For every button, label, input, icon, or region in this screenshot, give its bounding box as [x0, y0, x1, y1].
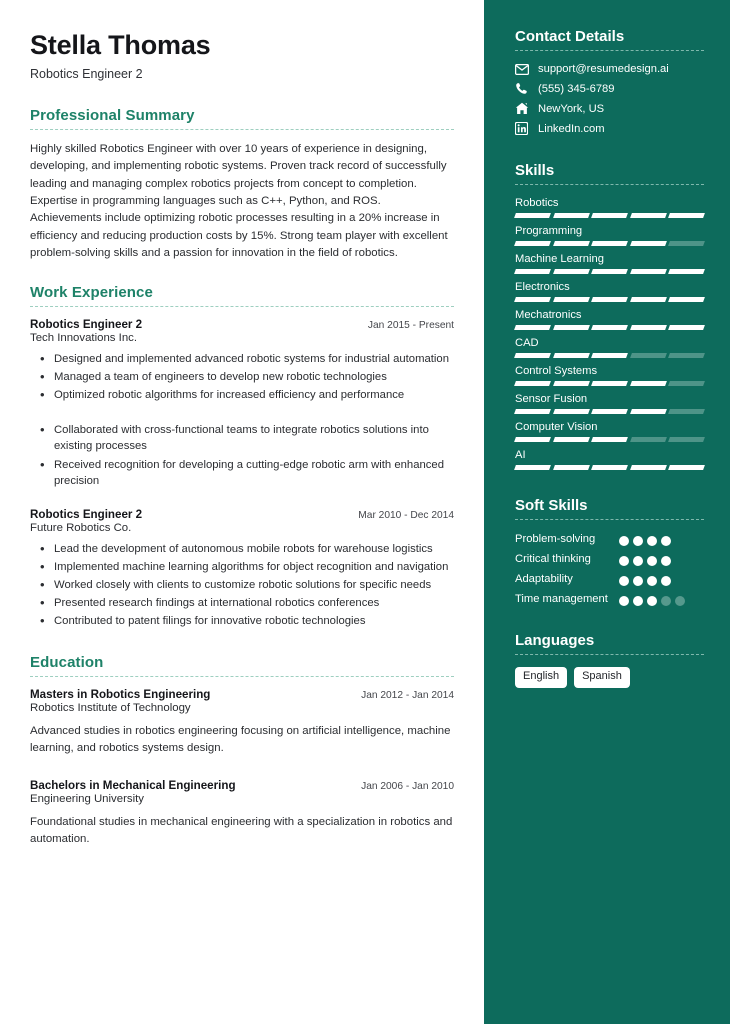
skill-level-segment	[591, 269, 627, 274]
skill-level-segment	[591, 437, 627, 442]
skill-level-segment	[553, 269, 589, 274]
list-item: • Received recognition for developing a cutting-edge robotic arm with enhanced precision	[52, 457, 454, 489]
skill-level-segment	[591, 381, 627, 386]
section-soft-skills	[515, 497, 704, 607]
soft-skill-rating	[619, 592, 691, 606]
spacer	[30, 632, 454, 654]
spacer	[30, 492, 454, 508]
education-school: Robotics Institute of Technology	[30, 701, 191, 714]
soft-skill-item	[515, 572, 704, 587]
work-entry	[30, 508, 454, 629]
soft-skill-item	[515, 552, 704, 567]
skill-level-segment	[668, 213, 704, 218]
skill-level-segment	[630, 325, 666, 330]
skill-level-segment	[514, 297, 550, 302]
skill-level-segment	[630, 465, 666, 470]
work-entry-header	[30, 508, 454, 521]
soft-skill-label: Time management	[515, 593, 608, 606]
skill-level-bar	[515, 269, 704, 274]
skill-label: Mechatronics	[515, 309, 582, 321]
soft-skill-item	[515, 592, 704, 607]
spacer	[515, 142, 704, 162]
spacer	[30, 760, 454, 779]
sidebar	[484, 0, 730, 1024]
soft-skill-rating-dot	[633, 596, 643, 606]
soft-skill-rating-dot	[661, 576, 671, 586]
skill-level-segment	[591, 409, 627, 414]
skill-level-bar	[515, 409, 704, 414]
contact-phone-value: (555) 345-6789	[538, 82, 615, 95]
envelope-icon	[515, 64, 532, 75]
skill-label: Programming	[515, 225, 583, 237]
section-divider	[515, 519, 704, 520]
skill-level-segment	[553, 381, 589, 386]
section-work-experience	[30, 284, 454, 628]
soft-skill-rating-dot	[661, 536, 671, 546]
education-entry	[30, 779, 454, 848]
section-divider	[515, 654, 704, 655]
skill-level-bar	[515, 381, 704, 386]
skill-level-segment	[514, 213, 550, 218]
skill-level-segment	[591, 297, 627, 302]
skill-level-segment	[630, 381, 666, 386]
education-dates: Jan 2006 - Jan 2010	[361, 780, 454, 792]
education-entry-header	[30, 779, 454, 792]
work-entry	[30, 318, 454, 488]
skill-level-segment	[630, 213, 666, 218]
skill-level-bar	[515, 465, 704, 470]
work-entry-organization: Future Robotics Co.	[30, 521, 132, 534]
list-item: • Optimized robotic algorithms for increased efficiency and performance	[52, 387, 454, 403]
skill-label: Sensor Fusion	[515, 393, 588, 405]
skill-level-segment	[668, 437, 704, 442]
skill-level-segment	[514, 353, 550, 358]
phone-icon	[515, 82, 532, 95]
work-entry-header	[30, 318, 454, 331]
skill-level-segment	[514, 381, 550, 386]
work-entry-dates: Mar 2010 - Dec 2014	[358, 509, 454, 521]
soft-skill-rating	[619, 572, 691, 586]
skill-level-segment	[668, 241, 704, 246]
work-entry-role: Robotics Engineer 2	[30, 507, 143, 521]
section-skills	[515, 162, 704, 470]
skill-level-segment	[668, 409, 704, 414]
skill-level-bar	[515, 241, 704, 246]
education-school: Engineering University	[30, 792, 144, 805]
skill-level-segment	[668, 465, 704, 470]
skill-level-bar	[515, 437, 704, 442]
skill-level-segment	[591, 353, 627, 358]
soft-skill-rating-dot	[661, 556, 671, 566]
skill-level-segment	[630, 297, 666, 302]
soft-skill-rating-dot	[633, 556, 643, 566]
skill-level-bar	[515, 353, 704, 358]
soft-skill-rating-dot	[675, 596, 685, 606]
header-job-title: Robotics Engineer 2	[30, 67, 143, 82]
section-divider	[515, 184, 704, 185]
skill-label: Robotics	[515, 197, 559, 209]
soft-skill-item	[515, 532, 704, 547]
skill-label: Computer Vision	[515, 421, 598, 433]
spacer	[515, 612, 704, 632]
section-heading-languages: Languages	[515, 632, 595, 650]
education-entry-header	[30, 688, 454, 701]
section-heading-summary: Professional Summary	[30, 107, 195, 125]
section-contact-details	[515, 28, 704, 135]
skill-level-segment	[630, 269, 666, 274]
skill-level-segment	[553, 437, 589, 442]
skill-item	[515, 393, 704, 414]
spacer	[515, 477, 704, 497]
skill-item	[515, 309, 704, 330]
skill-level-segment	[553, 213, 589, 218]
soft-skill-rating-dot	[647, 556, 657, 566]
soft-skills-list	[515, 532, 704, 607]
education-description: Foundational studies in mechanical engineering with a specialization in robotics and automation.	[30, 815, 453, 846]
skill-item	[515, 225, 704, 246]
soft-skill-rating	[619, 552, 691, 566]
section-professional-summary	[30, 107, 454, 262]
skill-level-segment	[668, 269, 704, 274]
education-dates: Jan 2012 - Jan 2014	[361, 689, 454, 701]
skill-level-segment	[630, 353, 666, 358]
section-heading-soft-skills: Soft Skills	[515, 497, 588, 514]
section-heading-contact: Contact Details	[515, 28, 625, 45]
section-divider	[515, 50, 704, 51]
education-entry	[30, 688, 454, 757]
skill-item	[515, 253, 704, 274]
education-degree: Bachelors in Mechanical Engineering	[30, 778, 236, 792]
list-item: • Presented research findings at international robotics conferences	[52, 595, 454, 611]
work-entry-bullets	[30, 541, 454, 629]
skill-level-segment	[591, 465, 627, 470]
skill-level-segment	[514, 241, 550, 246]
contact-item-email[interactable]	[515, 63, 704, 75]
section-heading-work: Work Experience	[30, 284, 153, 302]
skill-item	[515, 365, 704, 386]
language-chip: English	[515, 667, 567, 688]
skill-level-segment	[668, 353, 704, 358]
skill-item	[515, 421, 704, 442]
skill-level-segment	[630, 437, 666, 442]
skill-label: Machine Learning	[515, 253, 604, 265]
soft-skill-rating-dot	[619, 596, 629, 606]
list-item: • Lead the development of autonomous mobile robots for warehouse logistics	[52, 541, 454, 557]
language-chip: Spanish	[574, 667, 630, 688]
skill-label: CAD	[515, 337, 539, 349]
skill-level-segment	[514, 465, 550, 470]
section-divider	[30, 306, 454, 307]
skill-level-segment	[591, 213, 627, 218]
contact-item-location[interactable]	[515, 102, 704, 115]
summary-text: Highly skilled Robotics Engineer with over 10 years of experience in designing, developing, and implementing robotic systems. Proven track record of successfully leading and managing complex robotics projects from concept to completion. Expertise in programming languages such as C++, Python, and ROS. Achievements include optimizing robotic processes resulting in a 20% increase in efficiency and reducing production costs by 15%. Strong team player with excellent problem-solving skills and a passion for innovation in the field of robotics.	[30, 143, 448, 260]
work-entry-bullets	[30, 351, 454, 403]
linkedin-icon	[515, 122, 532, 135]
skill-level-segment	[553, 465, 589, 470]
skill-label: Control Systems	[515, 365, 598, 377]
section-divider	[30, 676, 454, 677]
skill-label: AI	[515, 449, 526, 461]
skill-level-segment	[630, 241, 666, 246]
skill-level-segment	[553, 297, 589, 302]
section-heading-skills: Skills	[515, 162, 555, 179]
page-title: Stella Thomas	[30, 30, 211, 60]
skill-level-bar	[515, 213, 704, 218]
work-entry-dates: Jan 2015 - Present	[367, 320, 454, 332]
skill-level-segment	[591, 241, 627, 246]
soft-skill-rating-dot	[633, 536, 643, 546]
work-entry-organization: Tech Innovations Inc.	[30, 332, 138, 345]
skill-level-segment	[668, 325, 704, 330]
skill-level-bar	[515, 297, 704, 302]
skill-item	[515, 197, 704, 218]
languages-list	[515, 667, 704, 688]
contact-email-value: support@resumedesign.ai	[538, 63, 669, 75]
soft-skill-rating-dot	[619, 576, 629, 586]
skill-level-segment	[630, 409, 666, 414]
work-entry-role: Robotics Engineer 2	[30, 318, 143, 332]
education-description: Advanced studies in robotics engineering focusing on artificial intelligence, machine learning, and robotics systems design.	[30, 724, 451, 754]
list-item: • Managed a team of engineers to develop new robotic technologies	[52, 369, 454, 385]
skill-level-segment	[668, 381, 704, 386]
skill-item	[515, 337, 704, 358]
skill-level-segment	[553, 241, 589, 246]
section-heading-education: Education	[30, 653, 104, 671]
skill-level-segment	[514, 409, 550, 414]
skill-level-segment	[668, 297, 704, 302]
skill-level-segment	[553, 325, 589, 330]
skill-level-segment	[591, 325, 627, 330]
list-item: • Worked closely with clients to customize robotic solutions for specific needs	[52, 577, 454, 593]
soft-skill-rating-dot	[647, 596, 657, 606]
skill-level-segment	[553, 409, 589, 414]
list-item: • Designed and implemented advanced robotic systems for industrial automation	[52, 351, 454, 367]
skill-level-segment	[514, 325, 550, 330]
skills-list	[515, 197, 704, 470]
soft-skill-rating-dot	[633, 576, 643, 586]
skill-level-segment	[514, 269, 550, 274]
skill-label: Electronics	[515, 281, 570, 293]
skill-item	[515, 281, 704, 302]
spacer	[30, 405, 454, 415]
soft-skill-rating-dot	[619, 536, 629, 546]
soft-skill-label: Adaptability	[515, 573, 573, 586]
soft-skill-rating	[619, 532, 691, 546]
soft-skill-label: Problem-solving	[515, 533, 596, 545]
section-languages	[515, 632, 704, 688]
soft-skill-rating-dot	[619, 556, 629, 566]
soft-skill-rating-dot	[647, 576, 657, 586]
skill-level-segment	[553, 353, 589, 358]
contact-location-value: NewYork, US	[538, 102, 605, 115]
list-item: • Implemented machine learning algorithms for object recognition and navigation	[52, 559, 454, 575]
soft-skill-label: Critical thinking	[515, 553, 591, 566]
section-education	[30, 654, 454, 848]
list-item: • Contributed to patent filings for innovative robotic technologies	[52, 613, 454, 629]
skill-item	[515, 449, 704, 470]
education-degree: Masters in Robotics Engineering	[30, 687, 211, 701]
skill-level-bar	[515, 325, 704, 330]
skill-level-segment	[514, 437, 550, 442]
list-item: • Collaborated with cross-functional teams to integrate robotics solutions into existing processes	[52, 422, 454, 454]
home-icon	[515, 102, 532, 115]
contact-item-linkedin[interactable]	[515, 122, 704, 135]
work-entry-bullets-continued	[30, 422, 454, 488]
section-divider	[30, 129, 454, 130]
contact-linkedin-value: LinkedIn.com	[538, 122, 605, 135]
soft-skill-rating-dot	[661, 596, 671, 606]
contact-item-phone[interactable]	[515, 82, 704, 95]
soft-skill-rating-dot	[647, 536, 657, 546]
